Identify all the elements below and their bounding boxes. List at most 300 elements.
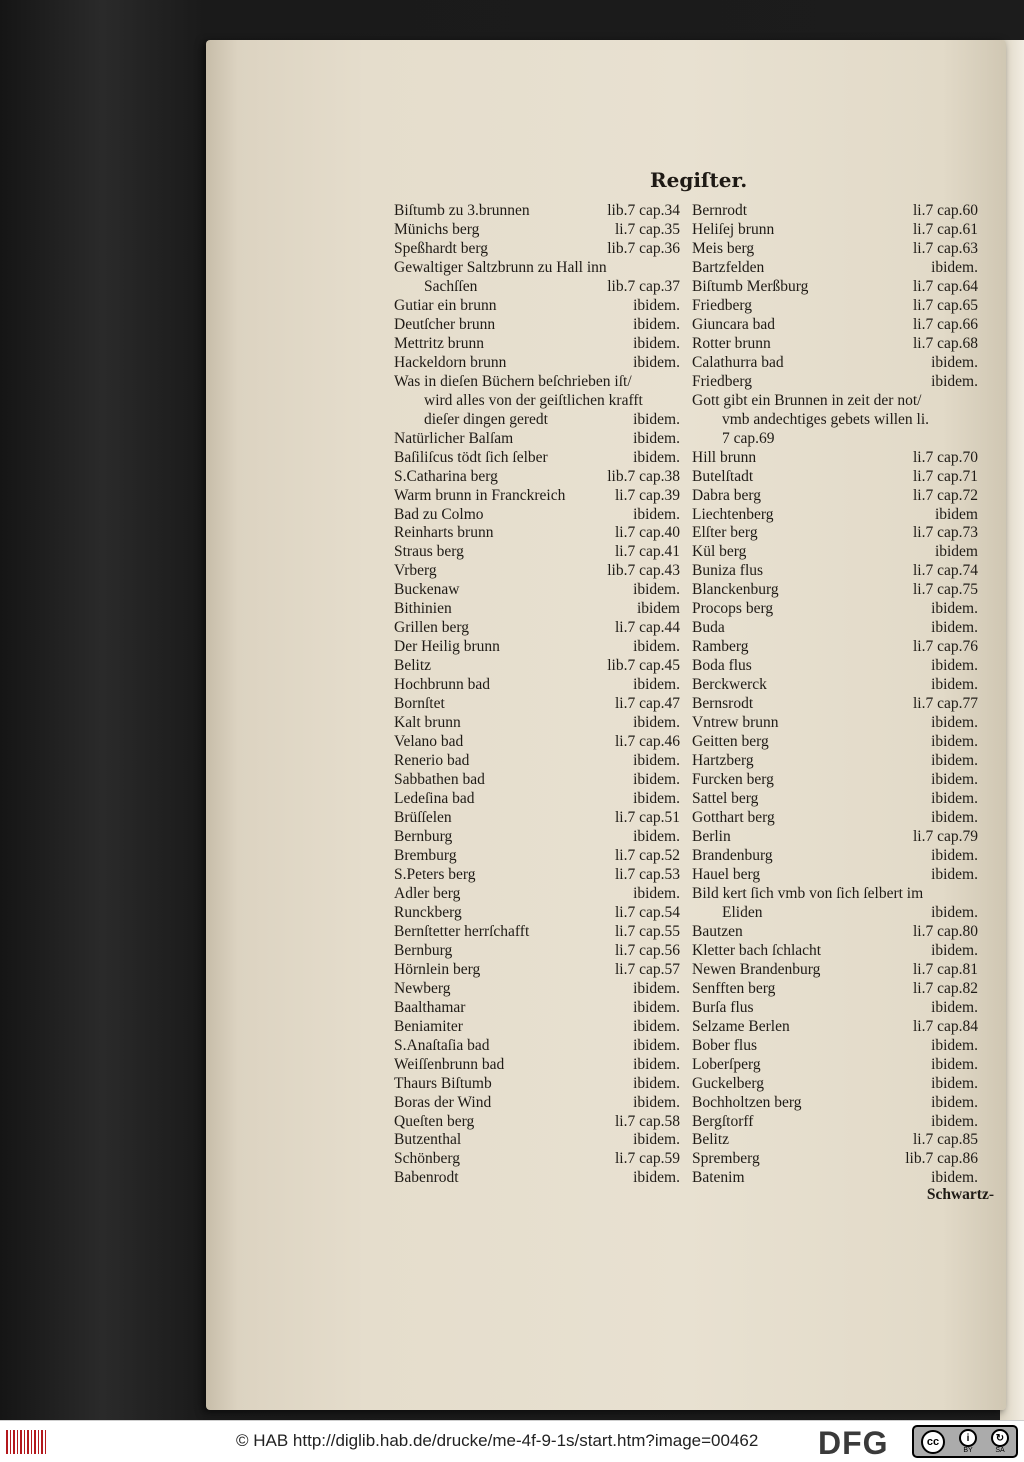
register-entry [394,1112,680,1131]
entry-name: Sachſſen [424,277,478,295]
register-entry [692,334,978,353]
dfg-logo: DFG [818,1425,889,1461]
register-entry [692,542,978,561]
entry-reference: ibidem. [931,752,978,770]
entry-reference: li.7 cap.39 [615,486,680,504]
register-entry [394,391,680,410]
entry-reference: lib.7 cap.38 [607,467,680,485]
entry-name: Babenrodt [394,1169,459,1187]
entry-name: Bernburg [394,827,453,845]
entry-reference: ibidem. [931,1055,978,1073]
register-entry [692,1093,978,1112]
sa-label: SA [995,1447,1005,1454]
entry-name: Adler berg [394,884,461,902]
entry-name: Buda [692,619,725,637]
entry-name: Butelſtadt [692,467,754,485]
entry-reference: li.7 cap.85 [913,1131,978,1149]
entry-reference: ibidem. [931,372,978,390]
register-entry [692,1036,978,1055]
register-entry [394,201,680,220]
register-entry [692,998,978,1017]
entry-name: Hörnlein berg [394,960,481,978]
register-entry [692,220,978,239]
entry-name: Liechtenberg [692,505,774,523]
entry-reference: li.7 cap.57 [615,960,680,978]
entry-name: Bernrodt [692,202,748,219]
entry-name: Gott gibt ein Brunnen in zeit der not/ [692,391,922,409]
register-entry [394,770,680,789]
entry-name: Grillen berg [394,619,470,637]
register-entry [394,827,680,846]
register-entry [692,941,978,960]
entry-name: Straus berg [394,543,464,561]
register-entry [692,713,978,732]
entry-reference: ibidem. [633,1036,680,1054]
attribution-icon: i [959,1429,977,1447]
entry-reference: li.7 cap.59 [615,1150,680,1168]
entry-reference: ibidem. [931,600,978,618]
entry-reference: lib.7 cap.43 [607,562,680,580]
entry-reference: ibidem. [931,657,978,675]
register-entry [394,789,680,808]
register-entry [692,561,978,580]
entry-reference: ibidem. [633,429,680,447]
entry-reference: ibidem. [931,619,978,637]
register-entry [394,334,680,353]
entry-name: Hochbrunn bad [394,676,490,694]
entry-name: Berlin [692,827,731,845]
entry-reference: ibidem. [931,790,978,808]
entry-name: Bartzfelden [692,258,765,276]
register-entry [394,1168,680,1187]
register-entry [394,448,680,467]
register-entry [692,448,978,467]
entry-name: Hauel berg [692,865,761,883]
entry-name: Loberſperg [692,1055,761,1073]
entry-reference: ibidem. [931,258,978,276]
entry-name: Münichs berg [394,220,480,238]
entry-name: Heliſej brunn [692,220,775,238]
register-entry [394,505,680,524]
entry-reference: li.7 cap.73 [913,524,978,542]
register-entry [692,960,978,979]
entry-name: Elſter berg [692,524,758,542]
register-entry [394,960,680,979]
entry-name: Butzenthal [394,1131,462,1149]
entry-name: Boda flus [692,657,752,675]
entry-name: Bild kert ſich vmb von ſich ſelbert im [692,884,924,902]
entry-reference: ibidem. [633,448,680,466]
entry-reference: li.7 cap.76 [913,638,978,656]
register-entry [394,1149,680,1168]
entry-reference: ibidem. [931,771,978,789]
entry-name: Bithinien [394,600,452,618]
register-entry [394,884,680,903]
entry-name: Guckelberg [692,1074,765,1092]
entry-reference: ibidem. [931,941,978,959]
register-left-column [394,201,680,1187]
entry-name: Renerio bad [394,752,470,770]
entry-name: Bober flus [692,1036,758,1054]
entry-name: Bremburg [394,846,457,864]
register-entry [394,315,680,334]
entry-reference: ibidem. [633,1017,680,1035]
copyright-link[interactable]: © HAB http://diglib.hab.de/drucke/me-4f-9-1s/start.htm?image=00462 [236,1431,759,1450]
entry-reference: ibidem. [931,1074,978,1092]
entry-name: Spremberg [692,1150,760,1168]
entry-name: Queſten berg [394,1112,475,1130]
entry-name: dieſer dingen geredt [424,410,548,428]
entry-reference: li.7 cap.44 [615,619,680,637]
entry-reference: ibidem. [633,998,680,1016]
entry-name: Ramberg [692,638,749,656]
register-entry [692,296,978,315]
entry-name: Newen Brandenburg [692,960,821,978]
entry-name: Sattel berg [692,790,759,808]
entry-reference: li.7 cap.63 [913,239,978,257]
entry-name: Schönberg [394,1150,461,1168]
entry-reference: li.7 cap.46 [615,733,680,751]
entry-reference: li.7 cap.64 [913,277,978,295]
register-entry [692,353,978,372]
entry-reference: ibidem. [633,581,680,599]
entry-reference: ibidem. [931,1036,978,1054]
entry-reference: ibidem. [931,676,978,694]
entry-reference: ibidem [934,543,978,561]
entry-reference: ibidem. [931,1093,978,1111]
entry-name: Bad zu Colmo [394,505,484,523]
register-entry [692,656,978,675]
entry-name: 7 cap.69 [722,429,775,447]
register-entry [394,486,680,505]
entry-name: Buckenaw [394,581,460,599]
entry-reference: ibidem. [633,505,680,523]
register-entry [394,277,680,296]
entry-name: Gewaltiger Saltzbrunn zu Hall inn [394,258,607,276]
register-entry [692,694,978,713]
entry-reference: li.7 cap.53 [615,865,680,883]
entry-reference: ibidem. [633,1055,680,1073]
register-entry [394,713,680,732]
entry-name: Hartzberg [692,752,754,770]
register-entry [692,751,978,770]
entry-name: Meis berg [692,239,755,257]
register-entry [692,789,978,808]
register-entry [394,808,680,827]
register-entry [394,941,680,960]
entry-name: Friedberg [692,296,752,314]
register-entry [692,1130,978,1149]
viewer-footer [0,1420,1024,1462]
entry-reference: ibidem. [931,809,978,826]
entry-name: vmb andechtiges gebets willen li. [722,410,930,428]
register-entry [692,467,978,486]
register-entry [394,1093,680,1112]
entry-reference: ibidem. [633,410,680,428]
register-entry [692,201,978,220]
register-entry [394,618,680,637]
entry-reference: li.7 cap.80 [913,922,978,940]
entry-reference: li.7 cap.40 [615,524,680,542]
register-entry [692,410,978,429]
register-entry [692,1017,978,1036]
entry-reference: ibidem. [633,296,680,314]
entry-reference: li.7 cap.74 [913,562,978,580]
entry-reference: li.7 cap.79 [913,827,978,845]
entry-reference: ibidem. [633,334,680,352]
entry-reference: li.7 cap.51 [615,809,680,826]
entry-reference: lib.7 cap.34 [607,202,680,219]
entry-reference: li.7 cap.61 [913,220,978,238]
entry-name: Baſiliſcus tödt ſich ſelber [394,448,548,466]
entry-name: Bergſtorff [692,1112,754,1130]
register-entry [394,296,680,315]
entry-name: Velano bad [394,733,464,751]
register-entry [394,732,680,751]
by-group [959,1429,977,1454]
entry-name: Eliden [722,903,763,921]
entry-reference: ibidem. [633,752,680,770]
register-entry [394,580,680,599]
entry-reference: ibidem [636,600,680,618]
entry-name: Sabbathen bad [394,771,485,789]
register-entry [394,467,680,486]
register-entry [394,751,680,770]
entry-name: Runckberg [394,903,462,921]
entry-reference: ibidem. [633,638,680,656]
entry-name: Procops berg [692,600,774,618]
register-entry [394,675,680,694]
register-entry [394,979,680,998]
register-entry [394,1036,680,1055]
entry-reference: li.7 cap.70 [913,448,978,466]
register-entry [394,694,680,713]
entry-reference: lib.7 cap.37 [607,277,680,295]
entry-reference: li.7 cap.75 [913,581,978,599]
entry-name: Brüſſelen [394,809,452,826]
entry-reference: ibidem. [633,790,680,808]
by-label: BY [963,1447,973,1454]
register-entry [394,1074,680,1093]
entry-name: Belitz [692,1131,730,1149]
register-entry [692,372,978,391]
register-entry [394,1017,680,1036]
entry-name: Boras der Wind [394,1093,492,1111]
entry-name: Kül berg [692,543,747,561]
entry-reference: li.7 cap.65 [913,296,978,314]
entry-reference: ibidem. [633,1074,680,1092]
entry-name: Biſtumb Merßburg [692,277,809,295]
register-entry [394,372,680,391]
entry-reference: ibidem. [633,979,680,997]
entry-reference: ibidem. [931,903,978,921]
page-title: Regiſter. [650,168,748,192]
entry-reference: li.7 cap.77 [913,695,978,713]
entry-name: Friedberg [692,372,752,390]
entry-name: Gutiar ein brunn [394,296,497,314]
register-entry [394,542,680,561]
register-entry [692,903,978,922]
register-right-column [692,201,978,1187]
hab-logo-icon [6,1430,48,1454]
entry-name: wird alles von der geiſtlichen krafft [424,391,643,409]
register-entry [692,315,978,334]
entry-reference: lib.7 cap.36 [607,239,680,257]
entry-reference: ibidem. [633,771,680,789]
entry-name: S.Anaſtaſia bad [394,1036,490,1054]
entry-reference: ibidem. [633,1093,680,1111]
entry-reference: li.7 cap.55 [615,922,680,940]
entry-name: Bernsrodt [692,695,754,713]
register-entry [692,846,978,865]
register-entry [692,523,978,542]
register-entry [692,979,978,998]
entry-name: Natürlicher Balſam [394,429,514,447]
register-entry [394,922,680,941]
entry-reference: li.7 cap.54 [615,903,680,921]
entry-name: Belitz [394,657,432,675]
register-entry [692,1074,978,1093]
entry-reference: ibidem. [633,827,680,845]
entry-reference: li.7 cap.71 [913,467,978,485]
entry-name: Batenim [692,1169,745,1187]
register-entry [692,239,978,258]
entry-reference: ibidem. [931,714,978,732]
entry-reference: li.7 cap.72 [913,486,978,504]
register-entry [394,599,680,618]
cc-icon: cc [921,1430,945,1454]
entry-reference: ibidem. [931,353,978,371]
entry-name: Kalt brunn [394,714,461,732]
entry-name: Giuncara bad [692,315,776,333]
register-entry [394,523,680,542]
register-entry [394,865,680,884]
entry-name: S.Peters berg [394,865,476,883]
entry-name: Geitten berg [692,733,769,751]
register-entry [692,580,978,599]
register-entry [692,505,978,524]
register-entry [692,732,978,751]
entry-name: Berckwerck [692,676,767,694]
register-entry [394,353,680,372]
entry-name: Mettritz brunn [394,334,484,352]
register-entry [692,258,978,277]
entry-name: Calathurra bad [692,353,784,371]
sa-group [991,1429,1009,1454]
entry-name: Kletter bach ſchlacht [692,941,822,959]
entry-reference: li.7 cap.52 [615,846,680,864]
entry-name: Bautzen [692,922,743,940]
register-entry [692,884,978,903]
entry-reference: li.7 cap.47 [615,695,680,713]
entry-name: Newberg [394,979,451,997]
entry-name: Biſtumb zu 3.brunnen [394,202,530,219]
entry-name: Burſa flus [692,998,754,1016]
entry-name: Bornſtet [394,695,445,713]
entry-name: Hill brunn [692,448,757,466]
entry-name: Buniza flus [692,562,764,580]
entry-name: Beniamiter [394,1017,463,1035]
entry-name: Baalthamar [394,998,466,1016]
entry-name: Bernſtetter herrſchafft [394,922,530,940]
entry-name: Reinharts brunn [394,524,494,542]
entry-reference: ibidem. [931,1169,978,1187]
entry-name: Thaurs Biſtumb [394,1074,492,1092]
register-entry [692,486,978,505]
entry-reference: li.7 cap.41 [615,543,680,561]
register-entry [394,846,680,865]
entry-name: Weiſſenbrunn bad [394,1055,505,1073]
entry-name: Dabra berg [692,486,762,504]
entry-reference: ibidem. [633,1169,680,1187]
entry-reference: ibidem. [633,1131,680,1149]
register-entry [394,429,680,448]
entry-name: Vrberg [394,562,437,580]
entry-reference: ibidem. [633,315,680,333]
entry-name: Warm brunn in Franckreich [394,486,566,504]
register-entry [394,656,680,675]
entry-name: S.Catharina berg [394,467,498,485]
entry-name: Bernburg [394,941,453,959]
entry-name: Brandenburg [692,846,773,864]
entry-name: Senfften berg [692,979,776,997]
register-entry [394,410,680,429]
entry-reference: li.7 cap.68 [913,334,978,352]
entry-reference: ibidem. [931,865,978,883]
entry-reference: ibidem. [931,998,978,1016]
entry-name: Was in dieſen Büchern beſchrieben iſt/ [394,372,632,390]
entry-name: Vntrew brunn [692,714,779,732]
entry-reference: ibidem. [633,714,680,732]
entry-reference: li.7 cap.66 [913,315,978,333]
register-entry [692,827,978,846]
register-entry [394,239,680,258]
register-entry [692,808,978,827]
entry-reference: li.7 cap.82 [913,979,978,997]
register-entry [692,1149,978,1168]
cc-license-badge[interactable] [912,1425,1018,1458]
entry-name: Rotter brunn [692,334,771,352]
entry-reference: ibidem. [633,884,680,902]
register-entry [394,1055,680,1074]
entry-reference: lib.7 cap.45 [607,657,680,675]
entry-reference: li.7 cap.60 [913,202,978,219]
entry-reference: li.7 cap.35 [615,220,680,238]
entry-name: Blanckenburg [692,581,779,599]
entry-name: Bochholtzen berg [692,1093,802,1111]
entry-name: Speßhardt berg [394,239,488,257]
entry-reference: ibidem. [931,733,978,751]
register-entry [692,277,978,296]
register-entry [394,220,680,239]
register-entry [692,599,978,618]
entry-reference: ibidem. [931,846,978,864]
register-entry [692,770,978,789]
entry-reference: ibidem. [931,1112,978,1130]
register-entry [692,429,978,448]
catchword: Schwartz- [926,1186,994,1203]
entry-name: Selzame Berlen [692,1017,790,1035]
entry-reference: ibidem [934,505,978,523]
entry-reference: li.7 cap.56 [615,941,680,959]
entry-name: Gotthart berg [692,809,775,826]
register-entry [692,922,978,941]
register-entry [692,618,978,637]
entry-name: Deutſcher brunn [394,315,496,333]
entry-reference: ibidem. [633,676,680,694]
register-entry [394,998,680,1017]
register-entry [692,865,978,884]
